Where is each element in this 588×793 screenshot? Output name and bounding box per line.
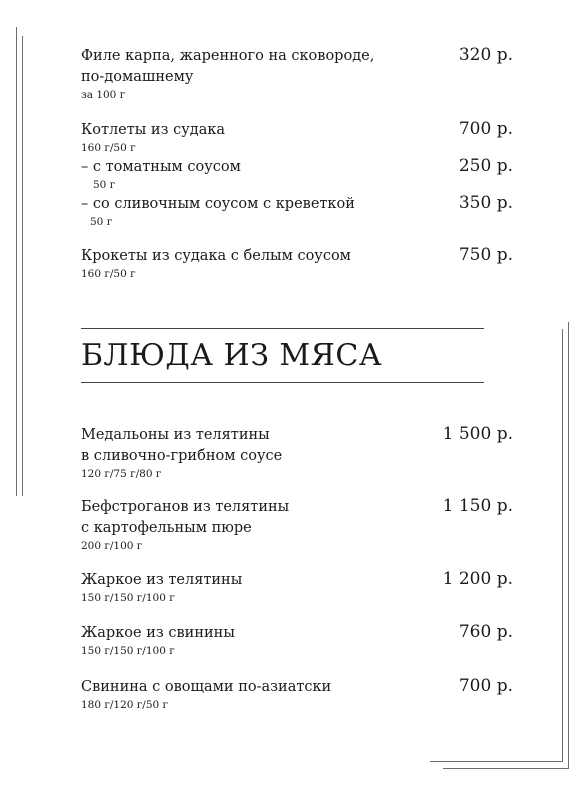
dish-name-cont: в сливочно-грибном соусе [81,448,283,464]
menu-item-veal-roast [81,569,513,606]
dish-weight: 120 г/75 г/80 г [81,468,162,480]
left-frame-line-outer [16,27,17,496]
dish-name: Филе карпа, жаренного на сковороде, [81,48,375,64]
dish-price: 760 р. [458,622,513,642]
dish-name-cont: по-домашнему [81,69,194,85]
dish-price: 1 200 р. [442,569,513,589]
dish-weight: 150 г/150 г/100 г [81,592,175,604]
dish-name: Свинина с овощами по-азиатски [81,679,332,695]
dish-name-cont: с картофельным пюре [81,520,252,536]
dish-price: 750 р. [458,245,513,265]
right-frame-line-inner [562,329,563,761]
dish-name: Жаркое из телятины [81,572,243,588]
menu-item-pikeperch-cutlets [81,119,513,230]
option-name: – со сливочным соусом с креветкой [81,196,355,212]
dish-name: Жаркое из свинины [81,625,235,641]
dish-weight: за 100 г [81,89,126,101]
bottom-frame-line-outer [443,768,569,769]
menu-item-pork-roast [81,622,513,659]
dish-name: Котлеты из судака [81,122,226,138]
bottom-frame-line-inner [430,761,563,762]
dish-price: 1 500 р. [442,424,513,444]
dish-weight: 160 г/50 г [81,268,136,280]
option-price: 250 р. [458,156,513,176]
section-rule-bottom [81,382,484,383]
dish-name: Бефстроганов из телятины [81,499,290,515]
menu-item-veal-medallions [81,424,513,482]
section-title: БЛЮДА ИЗ МЯСА [81,338,383,373]
dish-price: 1 150 р. [442,496,513,516]
section-rule-top [81,328,484,329]
option-price: 350 р. [458,193,513,213]
option-weight: 50 г [90,216,113,228]
menu-item-beef-stroganoff [81,496,513,554]
option-weight: 50 г [93,179,116,191]
right-frame-line-outer [568,322,569,768]
dish-name: Медальоны из телятины [81,427,270,443]
dish-name: Крокеты из судака с белым соусом [81,248,351,264]
menu-item-carp-fillet [81,45,513,103]
dish-price: 320 р. [458,45,513,65]
menu-item-pikeperch-croquettes [81,245,513,282]
menu-item-asian-pork [81,676,513,713]
dish-weight: 150 г/150 г/100 г [81,645,175,657]
dish-weight: 200 г/100 г [81,540,143,552]
dish-weight: 180 г/120 г/50 г [81,699,169,711]
dish-price: 700 р. [458,676,513,696]
dish-price: 700 р. [458,119,513,139]
option-name: – с томатным соусом [81,159,241,175]
left-frame-line-inner [22,36,23,496]
dish-weight: 160 г/50 г [81,142,136,154]
